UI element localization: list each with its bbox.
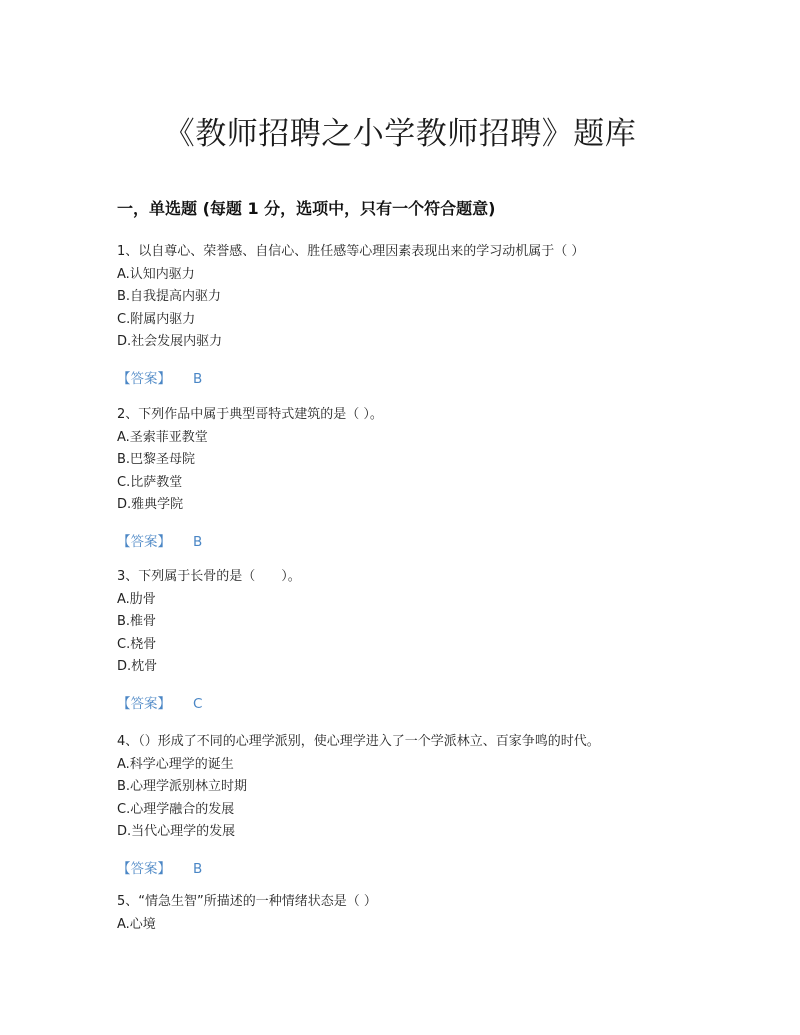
option-a: A.科学心理学的诞生	[117, 756, 234, 772]
question-stem: 2、下列作品中属于典型哥特式建筑的是（ ）。	[117, 407, 383, 422]
answer-line	[117, 369, 737, 389]
question-stem: 1、以自尊心、荣誉感、自信心、胜任感等心理因素表现出来的学习动机属于（ ）	[117, 244, 585, 259]
option-b: B.心理学派别林立时期	[117, 779, 248, 794]
answer-value: B	[193, 370, 203, 387]
option-d: D.当代心理学的发展	[117, 824, 236, 839]
option-a: A.认知内驱力	[117, 266, 195, 282]
option-a: A.圣索菲亚教堂	[117, 429, 208, 445]
option-c: C.比萨教堂	[117, 474, 183, 490]
option-c: C.附属内驱力	[117, 311, 196, 327]
option-a: A.心境	[117, 916, 156, 932]
option-a: A.肋骨	[117, 591, 156, 607]
question-stem: 5、“情急生智”所描述的一种情绪状态是（ ）	[117, 894, 377, 909]
section-heading: 一，单选题 (每题 1 分，选项中，只有一个符合题意)	[117, 199, 496, 218]
option-d: D.雅典学院	[117, 497, 184, 512]
answer-label: 【答案】	[117, 533, 171, 550]
option-d: D.枕骨	[117, 659, 158, 674]
answer-value: C	[193, 695, 203, 712]
option-c: C.桡骨	[117, 636, 157, 652]
option-d: D.社会发展内驱力	[117, 334, 223, 349]
question-5	[117, 891, 737, 936]
option-b: B.巴黎圣母院	[117, 452, 196, 467]
question-stem: 3、下列属于长骨的是（ ）。	[117, 569, 301, 584]
option-c: C.心理学融合的发展	[117, 801, 235, 817]
question-3	[117, 566, 737, 714]
question-stem: 4、（）形成了不同的心理学派别，使心理学进入了一个学派林立、百家争鸣的时代。	[117, 734, 600, 749]
answer-label: 【答案】	[117, 370, 171, 387]
option-b: B.自我提高内驱力	[117, 289, 222, 304]
document-title: 《教师招聘之小学教师招聘》题库	[163, 116, 637, 152]
question-2	[117, 404, 737, 552]
question-1	[117, 241, 737, 389]
answer-line	[117, 532, 737, 552]
answer-line	[117, 859, 737, 879]
answer-value: B	[193, 533, 203, 550]
question-4	[117, 731, 737, 879]
answer-label: 【答案】	[117, 695, 171, 712]
option-b: B.椎骨	[117, 614, 157, 629]
answer-line	[117, 694, 737, 714]
answer-value: B	[193, 860, 203, 877]
answer-label: 【答案】	[117, 860, 171, 877]
